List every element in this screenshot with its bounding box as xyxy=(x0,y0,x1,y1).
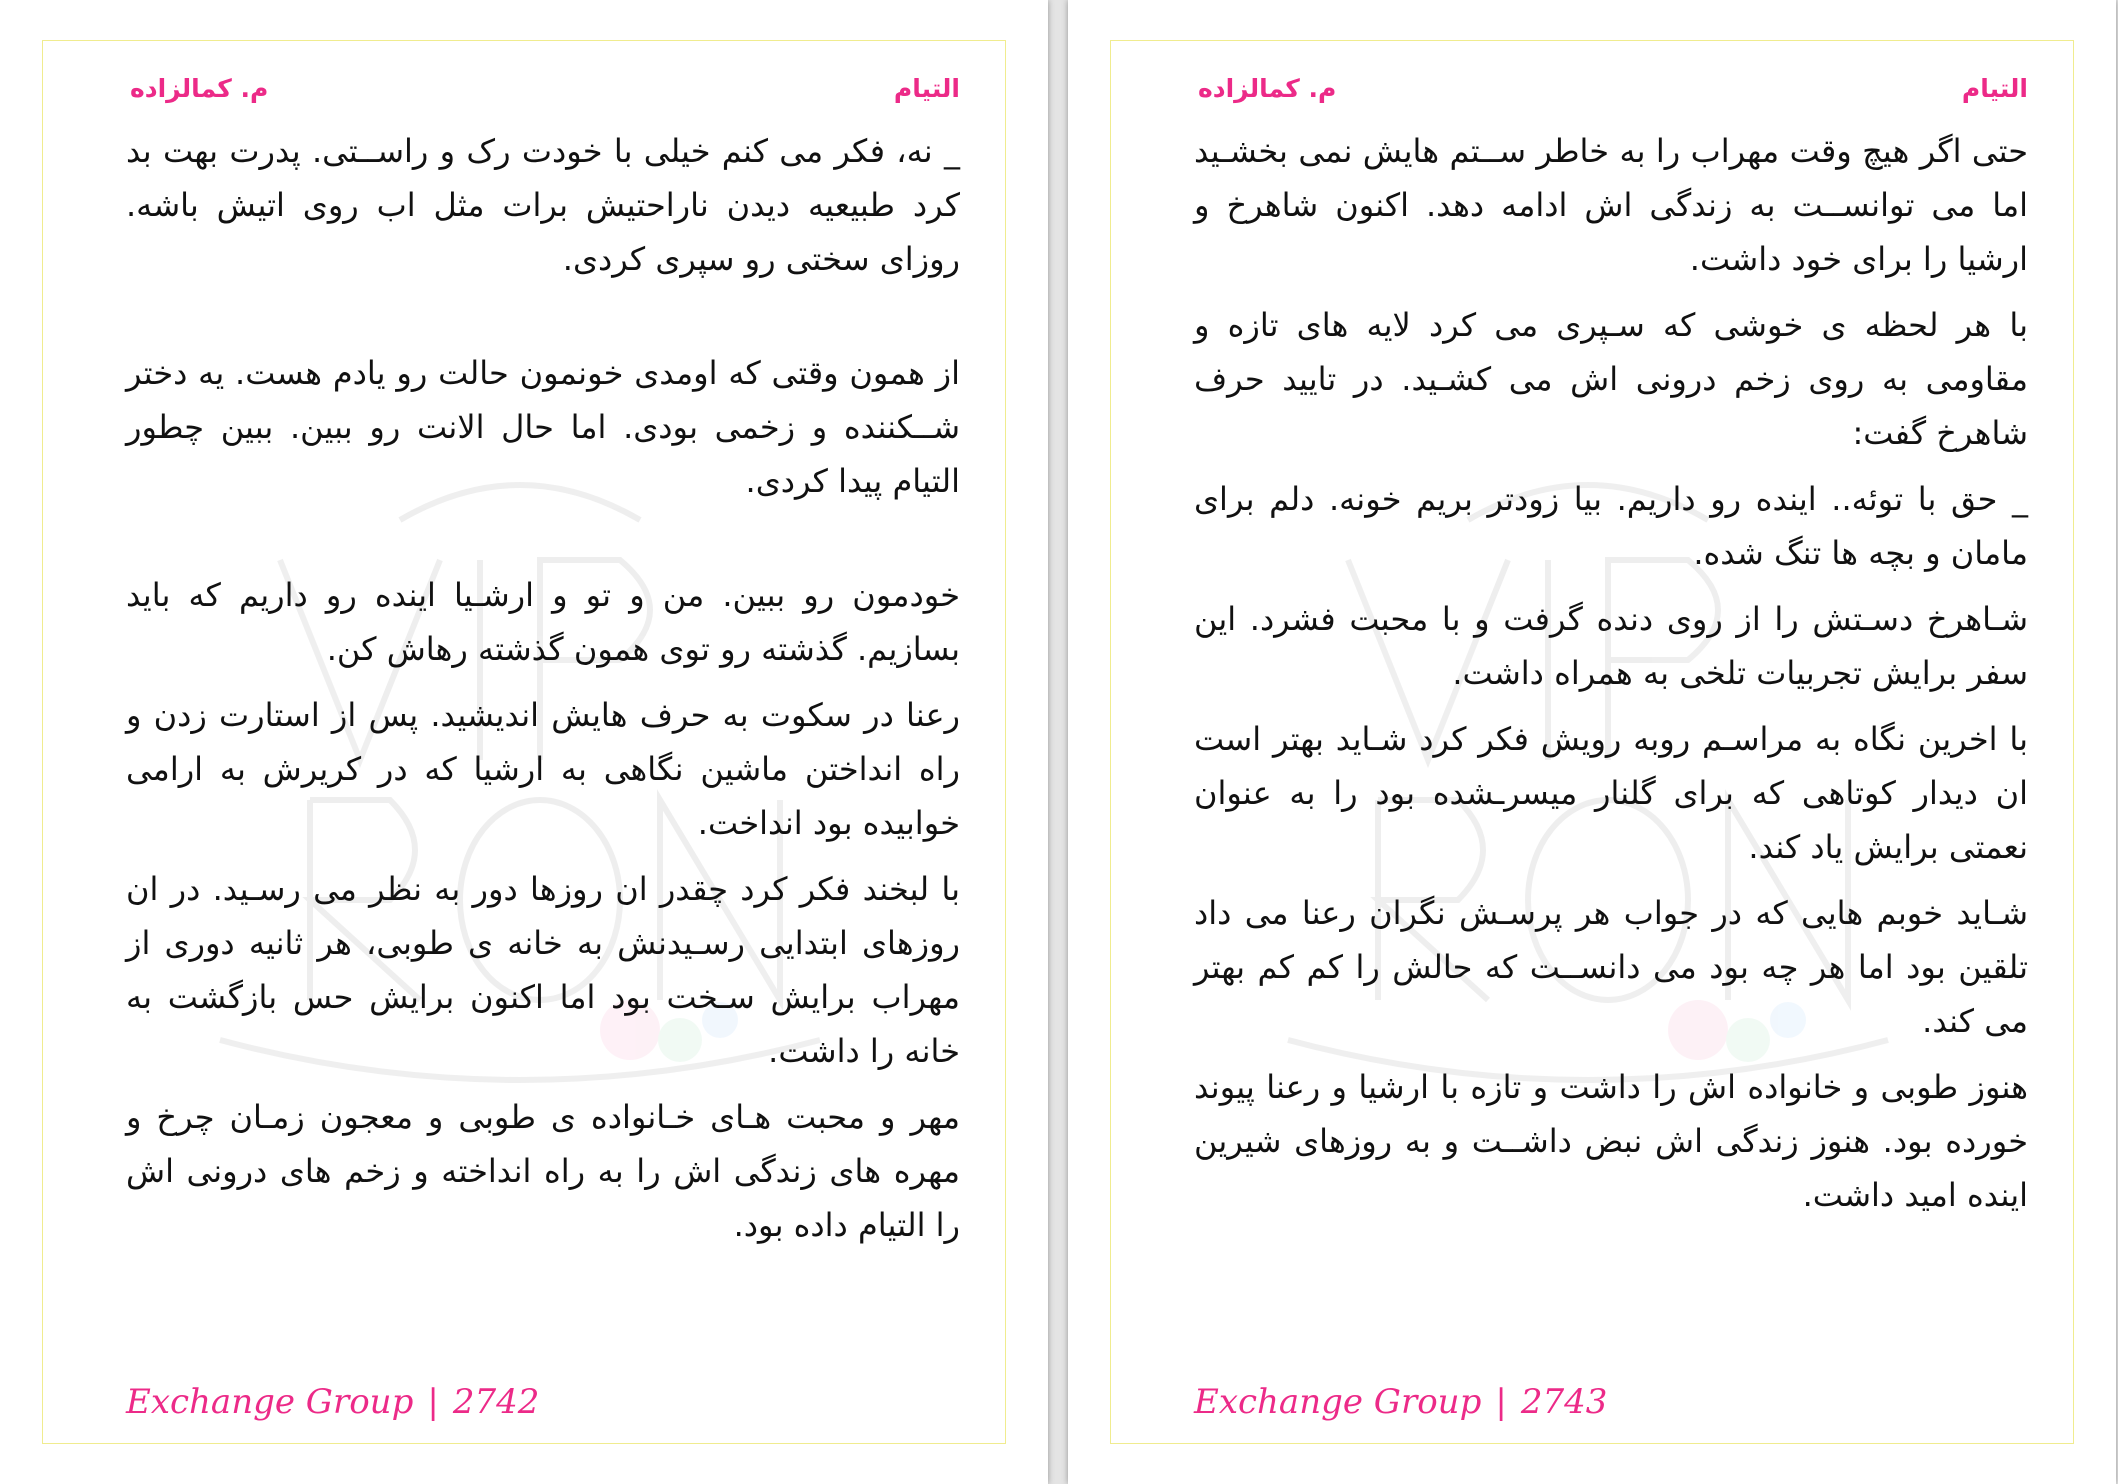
page-content xyxy=(126,124,960,1264)
footer-separator: | xyxy=(1495,1382,1507,1422)
book-author: م. کمالزاده xyxy=(1198,74,1337,103)
paragraph: با اخرین نگاه به مراسـم روبه رویش فکر کرد شـاید بهتر است ان دیدار کوتاهی که برای گلنار میسرـشده بود را به عنوان نعمتی برایش یاد کند. xyxy=(1194,720,2028,866)
paragraph: از همون وقتی که اومدی خونمون حالت رو یادم هست. یه دختر شــکننده و زخمی بودی. اما حال الانت رو ببین. ببین چطور التیام پیدا کردی. xyxy=(126,354,960,500)
page-number: 2743 xyxy=(1520,1382,1608,1422)
page-right xyxy=(1068,0,2116,1484)
page-left xyxy=(0,0,1048,1484)
footer-group: Exchange Group xyxy=(126,1382,414,1422)
paragraph: با هر لحظه ی خوشی که سـپری می کرد لایه های تازه و مقاومی به روی زخم درونی اش می کشـید. در تایید حرف شاهرخ گفت: xyxy=(1194,306,2028,452)
footer-label xyxy=(126,1382,539,1422)
page-header xyxy=(0,74,1048,114)
paragraph: شـاید خوبم هایی که در جواب هر پرسـش نگران رعنا می داد تلقین بود اما هر چه بود می دانســت که حالش را کم کم بهتر می کند. xyxy=(1194,894,2028,1040)
paragraph: خودمون رو ببین. من و تو و ارشـیا اینده رو داریم که باید بسازیم. گذشته رو توی همون گذشته رهاش کن. xyxy=(126,576,960,668)
paragraph: با لبخند فکر کرد چقدر ان روزها دور به نظر می رسـید. در ان روزهای ابتدایی رسـیدنش به خانه ی طوبی، هر ثانیه دوری از مهراب برایش سـخت بود اما اکنون برایش حس بازگشت به خانه را داشت. xyxy=(126,870,960,1070)
paragraph: شـاهرخ دسـتش را از روی دنده گرفت و با محبت فشرد. این سفر برایش تجربیات تلخی به همراه داشت. xyxy=(1194,600,2028,692)
page-footer xyxy=(1068,1382,2116,1426)
page-header xyxy=(1068,74,2116,114)
footer-separator: | xyxy=(427,1382,439,1422)
paragraph: حتی اگر هیچ وقت مهراب را به خاطر ســتم هایش نمی بخشـید اما می توانســت به زندگی اش ادامه دهد. اکنون شاهرخ و ارشیا را برای خود داشت. xyxy=(1194,132,2028,278)
page-content xyxy=(1194,124,2028,1234)
paragraph: مهر و محبت هـای خـانواده ی طوبی و معجون زمـان چرخ و مهره های زندگی اش را به راه انداخته و زخم های درونی اش را التیام داده بود. xyxy=(126,1098,960,1244)
paragraph: رعنا در سکوت به حرف هایش اندیشید. پس از استارت زدن و راه انداختن ماشین نگاهی به ارشیا که در کریرش به ارامی خوابیده بود انداخت. xyxy=(126,696,960,842)
paragraph: هنوز طوبی و خانواده اش را داشت و تازه با ارشیا و رعنا پیوند خورده بود. هنوز زندگی اش نبض داشــت و به روزهای شیرین اینده امید داشت. xyxy=(1194,1068,2028,1214)
paragraph: _ حق با توئه.. اینده رو داریم. بیا زودتر بریم خونه. دلم برای مامان و بچه ها تنگ شده. xyxy=(1194,480,2028,572)
page-number: 2742 xyxy=(452,1382,540,1422)
book-title: التیام xyxy=(893,74,960,103)
book-title: التیام xyxy=(1961,74,2028,103)
paragraph: _ نه، فکر می کنم خیلی با خودت رک و راســتی. پدرت بهت بد کرد طبیعیه دیدن ناراحتیش برات مثل اب روی اتیش باشه. روزای سختی رو سپری کردی. xyxy=(126,132,960,278)
page-footer xyxy=(0,1382,1048,1426)
book-author: م. کمالزاده xyxy=(130,74,269,103)
footer-label xyxy=(1194,1382,1607,1422)
footer-group: Exchange Group xyxy=(1194,1382,1482,1422)
